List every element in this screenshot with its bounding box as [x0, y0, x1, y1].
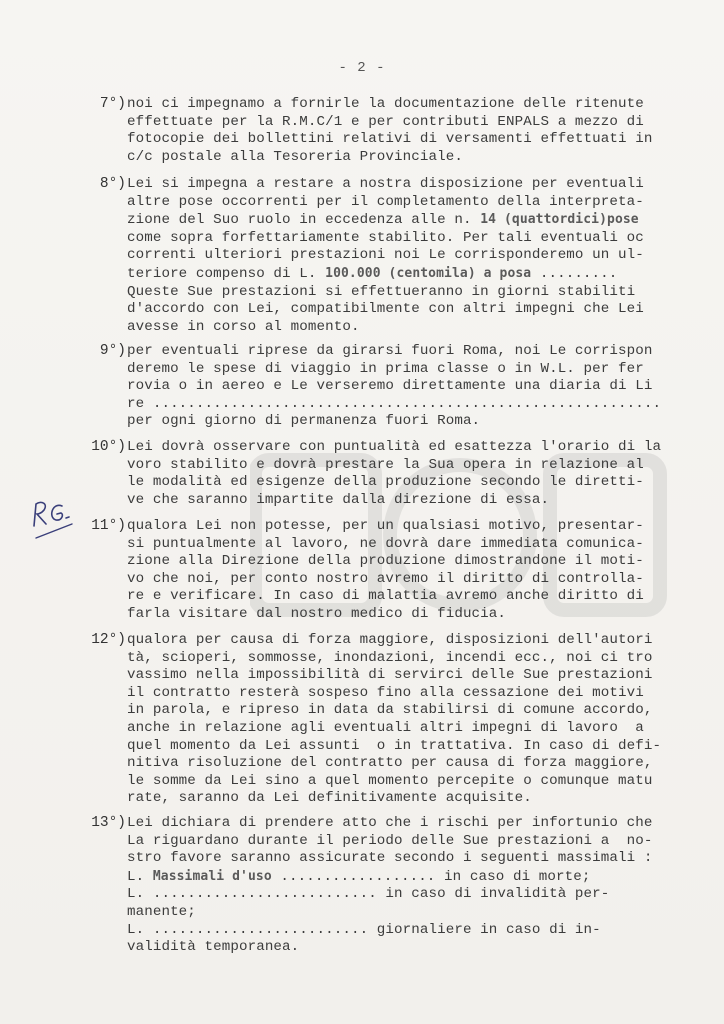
clause-line: quel momento da Lei assunti o in trattativa. In caso di defi- [127, 737, 662, 754]
clause-line: Lei dichiara di prendere atto che i rischi per infortunio che [127, 815, 653, 831]
clause-line: deremo le spese di viaggio in prima classe o in W.L. per fer [127, 360, 644, 377]
clause-line: qualora per causa di forza maggiore, disposizioni dell'autori [127, 632, 653, 648]
clause-line: si puntualmente al lavoro, ne dovrà dare immediata comunica- [127, 535, 644, 552]
clause-line: voro stabilito e dovrà prestare la Sua opera in relazione al [127, 456, 644, 473]
clause-line-text: zione del Suo ruolo in eccedenza alle n. [127, 212, 472, 229]
clause-line: zione alla Direzione della produzione dimostrandone il moti- [127, 553, 644, 570]
clause-line [127, 265, 687, 284]
clause-line: per eventuali riprese da girarsi fuori Roma, noi Le corrispon [127, 343, 653, 359]
handwritten-initials-icon [28, 496, 78, 546]
clause-number: 11°) [91, 518, 126, 534]
clause-line-text: teriore compenso di L. [127, 265, 317, 282]
clause-line: fotocopie dei bollettini relativi di versamenti effettuati in [127, 131, 653, 148]
clause-line: per ogni giorno di permanenza fuori Roma. [127, 413, 481, 430]
clause-line: vassimo nella impossibilità di servirci delle Sue prestazioni [127, 667, 653, 684]
clause-line: re ........................................................... [127, 395, 662, 412]
clause-line: qualora Lei non potesse, per un qualsiasi motivo, presentar- [127, 518, 644, 534]
clause-number: 8°) [99, 176, 126, 192]
clause-line: ve che saranno impartite dalla direzione di essa. [127, 491, 550, 508]
stamped-pose-count: 14 (quattordici)pose [480, 212, 639, 228]
clause-line: correnti ulteriori prestazioni noi Le corrisponderemo un ul- [127, 247, 644, 264]
clause-line: effettuate per la R.M.C/1 e per contributi ENPALS a mezzo di [127, 113, 644, 130]
clause-line: L. .......................... in caso di invalidità per- [127, 886, 610, 903]
clause-number: 10°) [91, 439, 126, 455]
clause-line: il contratto resterà sospeso fino alla cessazione dei motivi [127, 684, 644, 701]
clause-line: Lei si impegna a restare a nostra disposizione per eventuali [127, 176, 644, 192]
clause-line: come sopra forfettariamente stabilito. Per tali eventuali oc [127, 229, 644, 246]
clause-line: avesse in corso al momento. [127, 318, 360, 335]
clause-line: validità temporanea. [127, 939, 300, 956]
clause-number: 7°) [99, 96, 126, 112]
dotted-fill: ......... [539, 265, 618, 282]
clause-line: noi ci impegnamo a fornirle la documentazione delle ritenute [127, 96, 644, 112]
clause-line: le somme da Lei sino a quel momento percepite o comunque matu [127, 772, 653, 789]
dotted-fill: .................. in caso di morte; [280, 868, 591, 885]
clause-number: 9°) [99, 343, 126, 359]
clause-line [127, 211, 687, 230]
clause-line: le modalità ed esigenze della produzione secondo le diretti- [127, 474, 644, 491]
clause-line [127, 868, 687, 887]
clause-line: manente; [127, 903, 196, 920]
clause-line: La riguardano durante il periodo delle Sue prestazioni a no- [127, 832, 653, 849]
clause-line-text: L. [127, 868, 153, 885]
clause-line: L. ......................... giornaliere in caso di in- [127, 921, 601, 938]
stamped-insurance-limits: Massimali d'uso [152, 868, 272, 884]
clause-line: farla visitare dal nostro medico di fiducia. [127, 605, 507, 622]
clause-line: nitiva risoluzione del contratto per causa di forza maggiore, [127, 755, 653, 772]
clause-line: Queste Sue prestazioni si effettueranno in giorni stabiliti [127, 283, 636, 300]
clause-line: rovia o in aereo e Le verseremo direttamente una diaria di Li [127, 378, 653, 395]
clause-line: rate, saranno da Lei definitivamente acquisite. [127, 790, 532, 807]
clause-number: 12°) [91, 632, 126, 648]
clause-line: c/c postale alla Tesoreria Provinciale. [127, 148, 463, 165]
clause-line: re e verificare. In caso di malattia avremo anche diritto di [127, 588, 644, 605]
clause-line: in parola, e ripreso in data da stabilirsi di comune accordo, [127, 702, 653, 719]
clause-line: altre pose occorrenti per il completamento della interpreta- [127, 193, 644, 210]
clause-line: vo che noi, per conto nostro avremo il diritto di controlla- [127, 570, 644, 587]
clause-number: 13°) [91, 815, 126, 831]
stamped-fee-amount: 100.000 (centomila) a posa [325, 265, 532, 281]
page-number: - 2 - [338, 60, 386, 76]
clause-line: Lei dovrà osservare con puntualità ed esattezza l'orario di la [127, 439, 662, 455]
clause-line: anche in relazione agli eventuali altri impegni di lavoro a [127, 719, 644, 736]
clause-line: stro favore saranno assicurate secondo i seguenti massimali : [127, 850, 653, 867]
clause-line: tà, scioperi, sommosse, inondazioni, incendi ecc., noi ci tro [127, 649, 653, 666]
clause-line: d'accordo con Lei, compatibilmente con altri impegni che Lei [127, 301, 644, 318]
